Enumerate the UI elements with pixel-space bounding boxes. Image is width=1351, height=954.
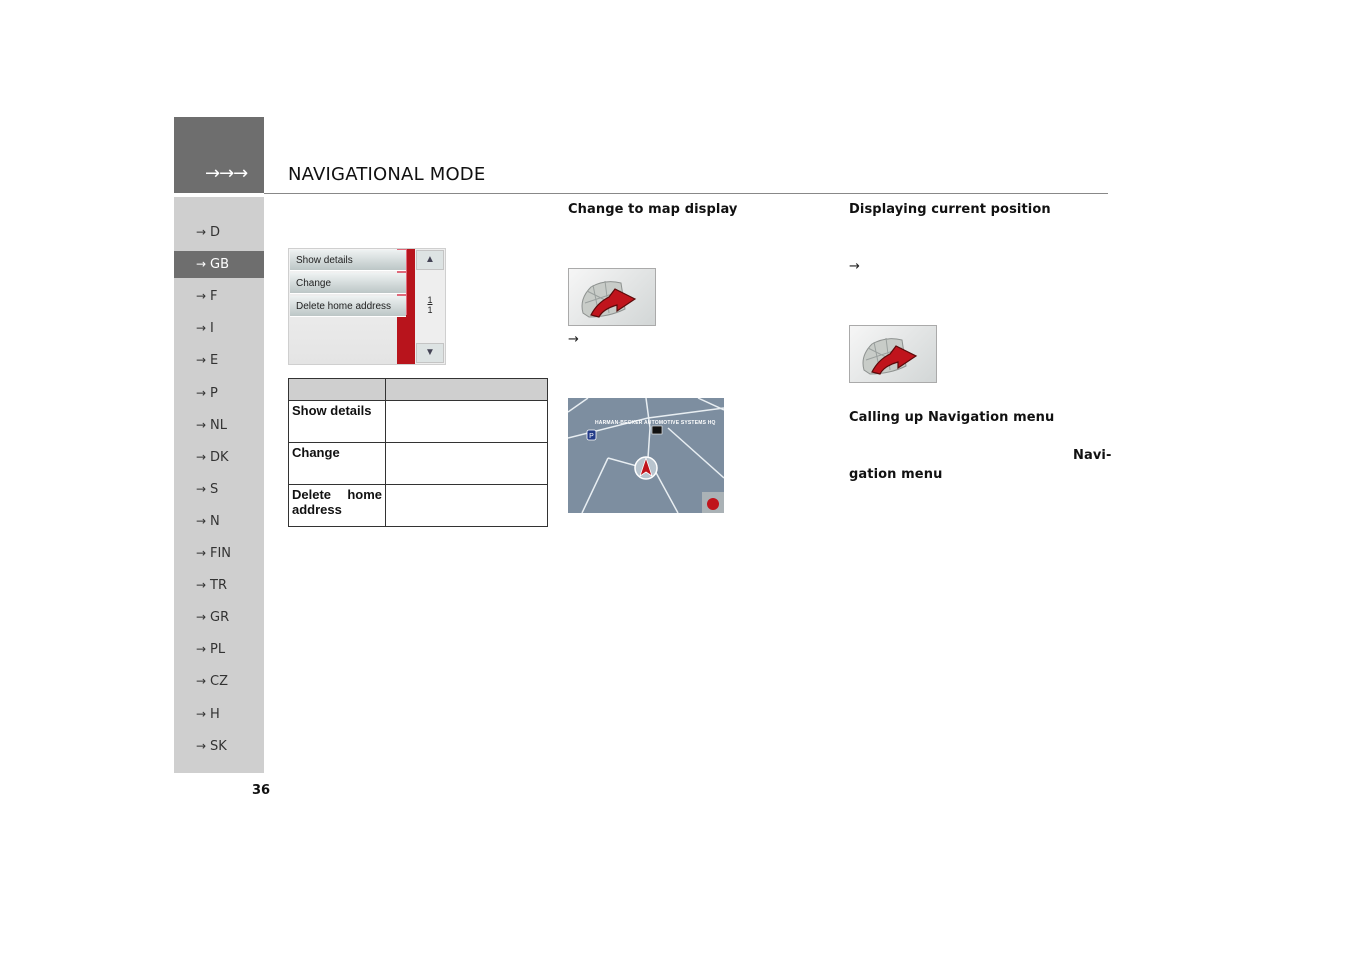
arrow-icon: → (196, 739, 207, 753)
sidebar-item-label: D (210, 225, 221, 240)
scroll-up-button[interactable]: ▲ (416, 250, 444, 270)
text-navigation-menu-part1: Navi- (1073, 448, 1112, 463)
sidebar-item-cz[interactable] (174, 668, 264, 695)
option-change: Change (289, 443, 386, 485)
sidebar-item-label: S (210, 482, 219, 497)
table-row (289, 485, 548, 527)
option-word: home (347, 487, 382, 502)
arrow-icon: → (196, 546, 207, 560)
arrow-icon: → (196, 321, 207, 335)
arrow-icon: → (196, 578, 207, 592)
sidebar-item-label: H (210, 707, 220, 722)
current-position-button-icon[interactable] (849, 325, 937, 383)
sidebar-item-label: P (210, 386, 218, 401)
menu-item-show-details[interactable]: Show details (290, 250, 406, 271)
table-row (289, 443, 548, 485)
arrow-icon: → (196, 418, 207, 432)
sidebar-item-n[interactable] (174, 508, 264, 535)
sidebar-item-label: E (210, 353, 219, 368)
table-header-option (289, 379, 386, 401)
menu-item-change[interactable]: Change (290, 273, 406, 294)
arrow-icon: → (196, 482, 207, 496)
sidebar-item-f[interactable] (174, 283, 264, 310)
table-header-row (289, 379, 548, 401)
sidebar-item-p[interactable] (174, 380, 264, 407)
arrow-icon: → (196, 514, 207, 528)
sidebar-item-gb[interactable] (174, 251, 264, 278)
header-arrows: →→→ (205, 163, 248, 184)
table-header-description (386, 379, 548, 401)
map-roads (568, 398, 724, 513)
arrow-bullet: → (568, 332, 579, 347)
options-table (288, 378, 548, 527)
scroll-down-button[interactable]: ▼ (416, 343, 444, 363)
sidebar-item-fin[interactable] (174, 540, 264, 567)
sidebar-item-nl[interactable] (174, 412, 264, 439)
sidebar-item-label: I (210, 321, 214, 336)
menu-item-delete-home-address[interactable]: Delete home address (290, 296, 406, 317)
sidebar-item-label: GR (210, 610, 230, 625)
sidebar-item-label: TR (210, 578, 227, 593)
arrow-icon: → (196, 257, 207, 271)
sidebar-item-gr[interactable] (174, 604, 264, 631)
sidebar-item-label: N (210, 514, 220, 529)
map-button-icon[interactable] (568, 268, 656, 326)
language-sidebar (174, 197, 264, 773)
menu-screenshot (288, 248, 446, 365)
heading-calling-up-navigation-menu: Calling up Navigation menu (849, 410, 1055, 425)
sidebar-item-h[interactable] (174, 701, 264, 728)
option-word: address (292, 502, 342, 517)
sidebar-item-e[interactable] (174, 347, 264, 374)
sidebar-item-label: GB (210, 257, 229, 272)
page-total: 1 (427, 305, 433, 315)
header-divider (264, 193, 1108, 194)
sidebar-item-label: DK (210, 450, 229, 465)
sidebar-item-pl[interactable] (174, 636, 264, 663)
option-word: Delete (292, 487, 332, 502)
sidebar-item-label: FIN (210, 546, 232, 561)
sidebar-item-dk[interactable] (174, 444, 264, 471)
sidebar-item-label: F (210, 289, 218, 304)
option-description (386, 485, 548, 527)
option-description (386, 401, 548, 443)
sidebar-item-label: PL (210, 642, 226, 657)
page-number: 36 (252, 783, 271, 798)
arrow-icon: → (196, 674, 207, 688)
arrow-bullet: → (849, 259, 860, 274)
sidebar-item-i[interactable] (174, 315, 264, 342)
menu-side-panel (415, 249, 445, 364)
sidebar-item-d[interactable] (174, 219, 264, 246)
option-description (386, 443, 548, 485)
sidebar-item-label: NL (210, 418, 227, 433)
arrow-icon: → (196, 225, 207, 239)
heading-change-to-map-display: Change to map display (568, 202, 738, 217)
map-display-screenshot (568, 398, 724, 513)
sidebar-item-label: CZ (210, 674, 228, 689)
sidebar-item-label: SK (210, 739, 227, 754)
option-show-details: Show details (289, 401, 386, 443)
table-row (289, 401, 548, 443)
arrow-icon: → (196, 610, 207, 624)
arrow-icon: → (196, 386, 207, 400)
heading-displaying-current-position: Displaying current position (849, 202, 1051, 217)
text-navigation-menu-part2: gation menu (849, 467, 943, 482)
map-arrow-icon (850, 326, 936, 382)
map-arrow-icon (569, 269, 655, 325)
svg-text:P: P (589, 433, 594, 440)
map-location-label: HARMAN-BECKER AUTOMOTIVE SYSTEMS HQ (595, 420, 716, 426)
page-title: NAVIGATIONAL MODE (288, 164, 486, 185)
arrow-icon: → (196, 353, 207, 367)
page-current: 1 (427, 295, 433, 305)
sidebar-item-s[interactable] (174, 476, 264, 503)
option-delete-home-address (289, 485, 386, 527)
sidebar-item-tr[interactable] (174, 572, 264, 599)
arrow-icon: → (196, 289, 207, 303)
menu-page-indicator (415, 295, 445, 315)
arrow-icon: → (196, 642, 207, 656)
arrow-icon: → (196, 707, 207, 721)
arrow-icon: → (196, 450, 207, 464)
sidebar-item-sk[interactable] (174, 733, 264, 760)
